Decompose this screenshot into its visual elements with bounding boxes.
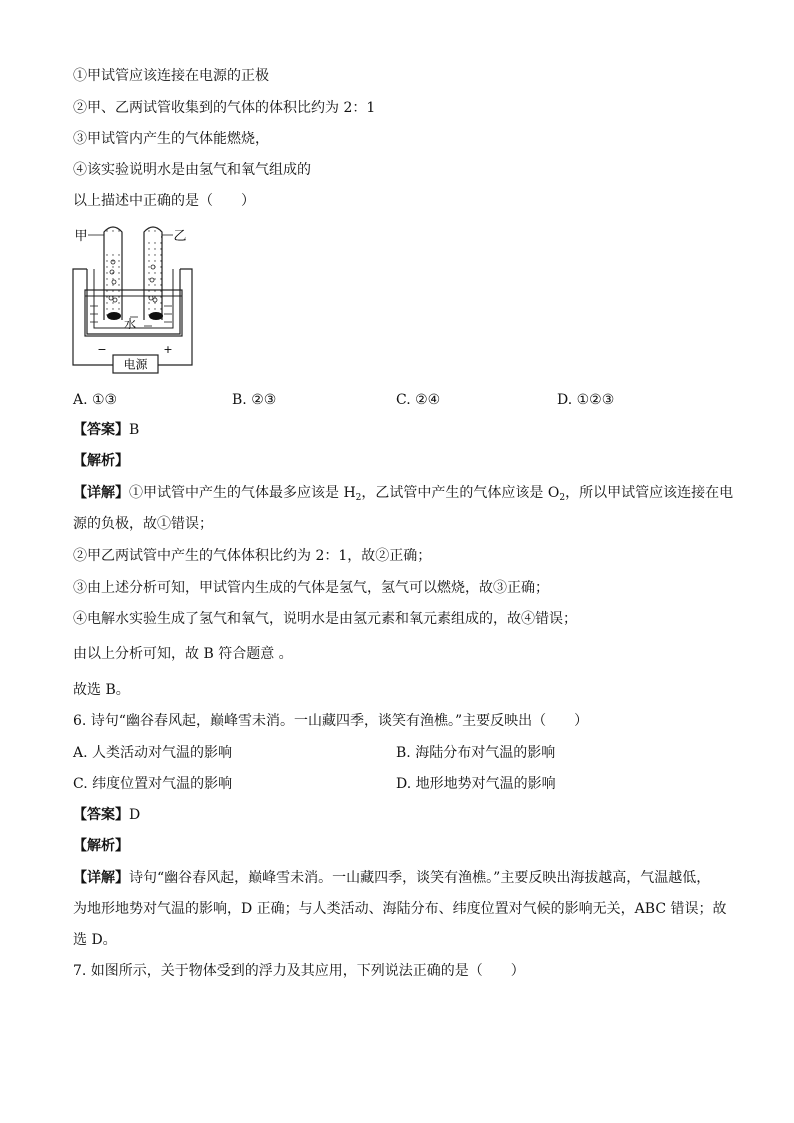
analysis-tag-6: 【解析】 — [73, 838, 129, 854]
q6-detail-line-3: 选 D。 — [73, 932, 117, 948]
q6-detail-line-1: 【详解】诗句“幽谷春风起，巅峰雪未消。一山藏四季，谈笑有渔樵。”主要反映出海拔越高，气温越低， — [73, 870, 711, 886]
option-b: B. ②③ — [232, 392, 277, 408]
option-a: A. ①③ — [73, 392, 118, 408]
answer-line-5 — [73, 420, 139, 440]
q6-option-b: B. 海陆分布对气温的影响 — [396, 745, 556, 761]
statement-2: ②甲、乙两试管收集到的气体的体积比约为 2：1 — [73, 100, 376, 116]
statement-3: ③甲试管内产生的气体能燃烧， — [73, 131, 269, 147]
detail-line-1: 【详解】①甲试管中产生的气体最多应该是 $H_2$，乙试管中产生的气体应该是 $O_2$，所以甲试管应该连接在电 — [73, 485, 734, 503]
power-label: 电源 — [123, 357, 148, 372]
option-d: D. ①②③ — [557, 392, 615, 408]
conclusion-line: 由以上分析可知，故 B 符合题意 。 — [73, 646, 293, 662]
left-tube-label: 甲 — [74, 229, 88, 244]
detail-line-4: ④电解水实验生成了氢气和氧气，说明水是由氢元素和氧元素组成的，故④错误； — [73, 611, 577, 627]
question-6-prompt: 6. 诗句“幽谷春风起，巅峰雪未消。一山藏四季，谈笑有渔樵。”主要反映出（ ） — [73, 713, 589, 729]
option-c: C. ②④ — [396, 392, 441, 408]
analysis-tag-5: 【解析】 — [73, 453, 129, 469]
detail-line-1-cont: 源的负极，故①错误； — [73, 516, 213, 532]
water-label: 水 — [123, 317, 137, 331]
answer-line-6: 【答案】D — [73, 807, 141, 823]
answer-value: B — [129, 422, 140, 438]
statement-1: ①甲试管应该连接在电源的正极 — [73, 68, 269, 84]
q6-option-c: C. 纬度位置对气温的影响 — [73, 776, 233, 792]
question-7-prompt: 7. 如图所示，关于物体受到的浮力及其应用，下列说法正确的是（ ） — [73, 963, 525, 979]
left-electrode — [107, 312, 121, 320]
q6-option-d: D. 地形地势对气温的影响 — [396, 776, 556, 792]
statement-4: ④该实验说明水是由氢气和氧气组成的 — [73, 162, 311, 178]
electrolysis-apparatus-figure — [68, 222, 218, 380]
detail-line-3: ③由上述分析可知，甲试管内生成的气体是氢气，氢气可以燃烧，故③正确； — [73, 580, 549, 596]
choose-line-5: 故选 B。 — [73, 682, 130, 698]
detail-line-2: ②甲乙两试管中产生的气体体积比约为 2：1，故②正确； — [73, 548, 432, 564]
q6-detail-line-2: 为地形地势对气温的影响，D 正确；与人类活动、海陆分布、纬度位置对气候的影响无关，ABC 错误；故 — [73, 901, 727, 917]
right-tube-label: 乙 — [173, 229, 187, 244]
right-electrode — [149, 312, 163, 320]
plus-sign: + — [163, 343, 173, 356]
answer-tag: 【答案】 — [73, 422, 129, 438]
q6-option-a: A. 人类活动对气温的影响 — [73, 745, 233, 761]
question-5-prompt: 以上描述中正确的是（ ） — [73, 193, 255, 209]
minus-sign: − — [97, 343, 107, 356]
